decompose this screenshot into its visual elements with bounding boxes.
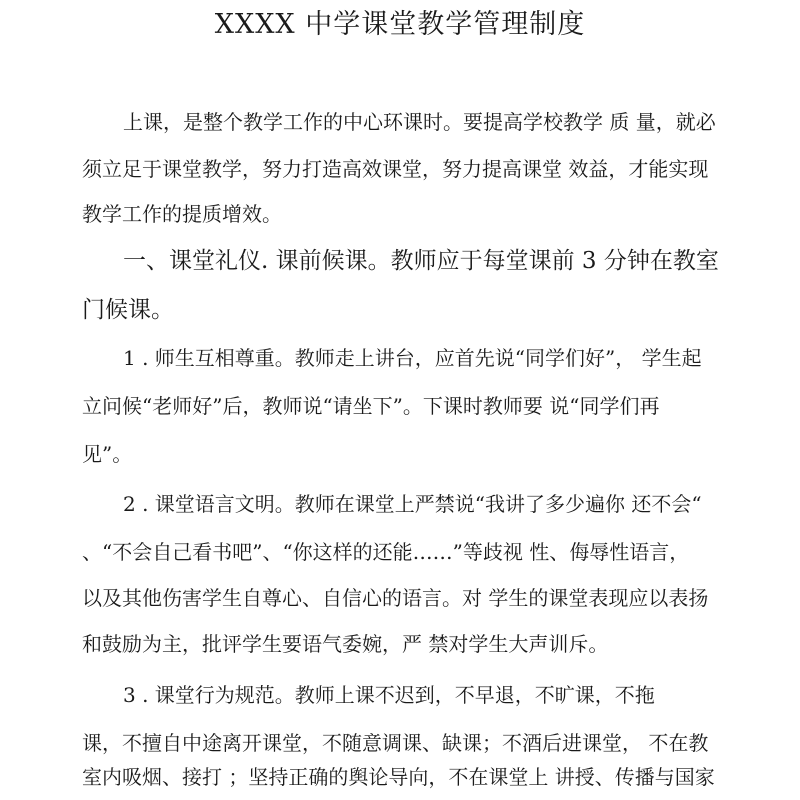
- section-heading-line: 一、课堂礼仪. 课前候课。教师应于每堂课前 3 分钟在教室: [123, 248, 719, 274]
- paragraph-line: 2 . 课堂语言文明。教师在课堂上严禁说“我讲了多少遍你 还不会“: [123, 492, 702, 516]
- paragraph-line: 和鼓励为主，批评学生要语气委婉，严 禁对学生大声训斥。: [82, 632, 609, 656]
- paragraph-line: 见”。: [82, 442, 133, 466]
- paragraph-line: 教学工作的提质增效。: [82, 202, 282, 226]
- paragraph-line: 课，不擅自中途离开课堂，不随意调课、缺课；不酒后进课堂， 不在教: [82, 731, 709, 755]
- paragraph-line: 上课，是整个教学工作的中心环课时。要提高学校教学 质 量，就必: [123, 110, 716, 134]
- paragraph-line: 须立足于课堂教学，努力打造高效课堂，努力提高课堂 效益，才能实现: [82, 157, 709, 181]
- paragraph-line: 3 . 课堂行为规范。教师上课不迟到，不早退，不旷课，不拖: [123, 683, 655, 707]
- document-title: XXXX 中学课堂教学管理制度: [214, 9, 586, 40]
- paragraph-line: 以及其他伤害学生自尊心、自信心的语言。对 学生的课堂表现应以表扬: [82, 586, 709, 610]
- paragraph-line: 立问候“老师好”后，教师说“请坐下”。下课时教师要 说“同学们再: [82, 394, 660, 418]
- paragraph-line: 室内吸烟、接打 ；坚持正确的舆论导向，不在课堂上 讲授、传播与国家: [82, 765, 715, 789]
- paragraph-line: 、“不会自己看书吧”、“你这样的还能……”等歧视 性、侮辱性语言，: [82, 540, 690, 564]
- paragraph-line: 1 . 师生互相尊重。教师走上讲台，应首先说“同学们好”， 学生起: [123, 346, 702, 370]
- section-heading-line: 门候课。: [82, 297, 174, 323]
